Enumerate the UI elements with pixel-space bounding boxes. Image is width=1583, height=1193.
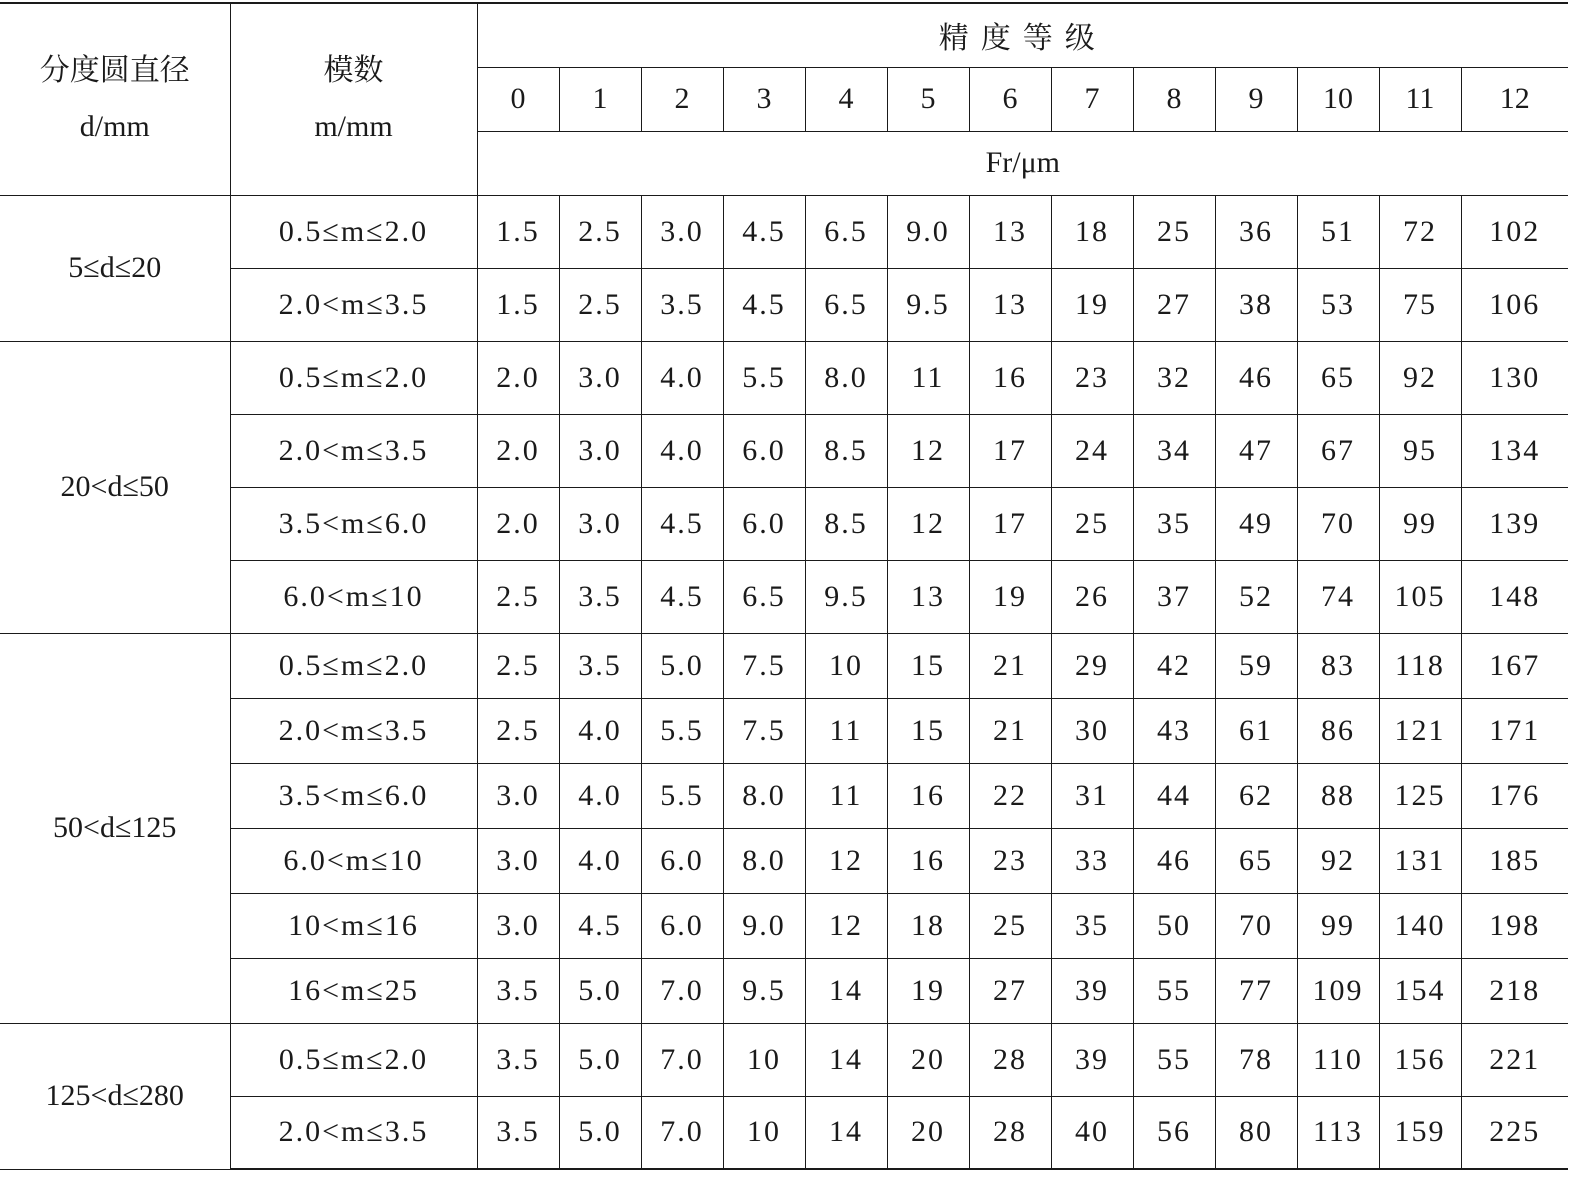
value-cell: 99: [1297, 893, 1379, 958]
diameter-cell: 20<d≤50: [0, 341, 230, 633]
table-row: [0, 958, 1568, 1023]
value-cell: 16: [887, 763, 969, 828]
value-cell: 134: [1461, 414, 1568, 487]
value-cell: 46: [1215, 341, 1297, 414]
grade-header-cell: 2: [641, 67, 723, 131]
grade-header-cell: 4: [805, 67, 887, 131]
value-cell: 156: [1379, 1023, 1461, 1096]
value-cell: 21: [969, 633, 1051, 698]
value-cell: 6.5: [805, 195, 887, 268]
value-cell: 154: [1379, 958, 1461, 1023]
value-cell: 24: [1051, 414, 1133, 487]
value-cell: 27: [969, 958, 1051, 1023]
grade-header-cell: 0: [477, 67, 559, 131]
module-cell: 0.5≤m≤2.0: [230, 195, 477, 268]
grade-header-cell: 8: [1133, 67, 1215, 131]
value-cell: 105: [1379, 560, 1461, 633]
value-cell: 72: [1379, 195, 1461, 268]
value-cell: 32: [1133, 341, 1215, 414]
value-cell: 185: [1461, 828, 1568, 893]
table-row: [0, 414, 1568, 487]
value-cell: 5.5: [641, 698, 723, 763]
value-cell: 3.5: [559, 560, 641, 633]
value-cell: 51: [1297, 195, 1379, 268]
value-cell: 5.0: [559, 958, 641, 1023]
value-cell: 140: [1379, 893, 1461, 958]
value-cell: 3.0: [559, 341, 641, 414]
module-cell: 3.5<m≤6.0: [230, 487, 477, 560]
value-cell: 19: [887, 958, 969, 1023]
value-cell: 70: [1215, 893, 1297, 958]
value-cell: 10: [723, 1023, 805, 1096]
header-diameter-unit: d/mm: [79, 110, 150, 144]
value-cell: 11: [805, 698, 887, 763]
value-cell: 61: [1215, 698, 1297, 763]
value-cell: 8.0: [723, 828, 805, 893]
value-cell: 125: [1379, 763, 1461, 828]
value-cell: 4.0: [559, 698, 641, 763]
value-cell: 225: [1461, 1096, 1568, 1169]
module-cell: 3.5<m≤6.0: [230, 763, 477, 828]
table-row: [0, 487, 1568, 560]
value-cell: 6.5: [723, 560, 805, 633]
value-cell: 52: [1215, 560, 1297, 633]
value-cell: 9.5: [723, 958, 805, 1023]
value-cell: 33: [1051, 828, 1133, 893]
value-cell: 3.5: [477, 1023, 559, 1096]
header-diameter: [0, 3, 230, 195]
value-cell: 3.5: [477, 1096, 559, 1169]
value-cell: 8.5: [805, 487, 887, 560]
value-cell: 176: [1461, 763, 1568, 828]
value-cell: 18: [1051, 195, 1133, 268]
value-cell: 20: [887, 1023, 969, 1096]
value-cell: 6.0: [641, 828, 723, 893]
value-cell: 59: [1215, 633, 1297, 698]
value-cell: 8.0: [723, 763, 805, 828]
value-cell: 4.5: [641, 560, 723, 633]
table-header: [0, 3, 1568, 195]
table-body: [0, 195, 1568, 1169]
value-cell: 55: [1133, 958, 1215, 1023]
value-cell: 22: [969, 763, 1051, 828]
value-cell: 13: [887, 560, 969, 633]
table-row: [0, 195, 1568, 268]
value-cell: 12: [805, 828, 887, 893]
grade-header-cell: 5: [887, 67, 969, 131]
value-cell: 139: [1461, 487, 1568, 560]
value-cell: 7.0: [641, 1023, 723, 1096]
value-cell: 12: [887, 487, 969, 560]
grade-header-cell: 3: [723, 67, 805, 131]
value-cell: 3.5: [641, 268, 723, 341]
value-cell: 4.0: [641, 414, 723, 487]
value-cell: 3.0: [477, 763, 559, 828]
value-cell: 7.5: [723, 633, 805, 698]
value-cell: 28: [969, 1096, 1051, 1169]
module-cell: 2.0<m≤3.5: [230, 268, 477, 341]
value-cell: 13: [969, 268, 1051, 341]
value-cell: 70: [1297, 487, 1379, 560]
value-cell: 4.0: [641, 341, 723, 414]
table-row: [0, 1096, 1568, 1169]
value-cell: 4.5: [559, 893, 641, 958]
value-cell: 7.0: [641, 958, 723, 1023]
value-cell: 14: [805, 1096, 887, 1169]
value-cell: 221: [1461, 1023, 1568, 1096]
value-cell: 7.5: [723, 698, 805, 763]
value-cell: 2.0: [477, 487, 559, 560]
header-diameter-label: 分度圆直径: [39, 54, 190, 88]
value-cell: 2.0: [477, 341, 559, 414]
value-cell: 80: [1215, 1096, 1297, 1169]
grade-header-cell: 11: [1379, 67, 1461, 131]
value-cell: 75: [1379, 268, 1461, 341]
value-cell: 9.0: [887, 195, 969, 268]
value-cell: 27: [1133, 268, 1215, 341]
value-cell: 30: [1051, 698, 1133, 763]
value-cell: 15: [887, 698, 969, 763]
value-cell: 6.0: [641, 893, 723, 958]
value-cell: 2.5: [559, 195, 641, 268]
value-cell: 109: [1297, 958, 1379, 1023]
header-module-label: 模数: [323, 54, 384, 88]
header-module: [230, 3, 477, 195]
module-cell: 10<m≤16: [230, 893, 477, 958]
grade-header-cell: 6: [969, 67, 1051, 131]
tolerance-table: [0, 2, 1568, 1170]
value-cell: 167: [1461, 633, 1568, 698]
value-cell: 3.0: [559, 414, 641, 487]
value-cell: 21: [969, 698, 1051, 763]
value-cell: 40: [1051, 1096, 1133, 1169]
value-cell: 46: [1133, 828, 1215, 893]
grade-header-cell: 1: [559, 67, 641, 131]
diameter-cell: 125<d≤280: [0, 1023, 230, 1169]
grade-header-cell: 7: [1051, 67, 1133, 131]
value-cell: 19: [969, 560, 1051, 633]
value-cell: 9.5: [887, 268, 969, 341]
module-cell: 0.5≤m≤2.0: [230, 1023, 477, 1096]
value-cell: 113: [1297, 1096, 1379, 1169]
module-cell: 0.5≤m≤2.0: [230, 341, 477, 414]
value-cell: 2.5: [477, 560, 559, 633]
value-cell: 6.0: [723, 414, 805, 487]
table-row: [0, 633, 1568, 698]
value-cell: 34: [1133, 414, 1215, 487]
value-cell: 16: [969, 341, 1051, 414]
module-cell: 16<m≤25: [230, 958, 477, 1023]
value-cell: 25: [1051, 487, 1133, 560]
grade-header-cell: 12: [1461, 67, 1568, 131]
value-cell: 110: [1297, 1023, 1379, 1096]
value-cell: 2.0: [477, 414, 559, 487]
value-cell: 53: [1297, 268, 1379, 341]
value-cell: 8.5: [805, 414, 887, 487]
value-cell: 83: [1297, 633, 1379, 698]
value-cell: 148: [1461, 560, 1568, 633]
value-cell: 11: [887, 341, 969, 414]
module-cell: 0.5≤m≤2.0: [230, 633, 477, 698]
value-cell: 78: [1215, 1023, 1297, 1096]
value-cell: 8.0: [805, 341, 887, 414]
value-cell: 18: [887, 893, 969, 958]
value-cell: 5.5: [641, 763, 723, 828]
value-cell: 198: [1461, 893, 1568, 958]
value-cell: 218: [1461, 958, 1568, 1023]
value-cell: 4.5: [723, 195, 805, 268]
value-cell: 20: [887, 1096, 969, 1169]
value-cell: 5.0: [559, 1023, 641, 1096]
value-cell: 44: [1133, 763, 1215, 828]
value-cell: 17: [969, 414, 1051, 487]
value-cell: 1.5: [477, 268, 559, 341]
value-cell: 9.5: [805, 560, 887, 633]
table-row: [0, 698, 1568, 763]
value-cell: 159: [1379, 1096, 1461, 1169]
module-cell: 6.0<m≤10: [230, 828, 477, 893]
value-cell: 3.0: [559, 487, 641, 560]
value-cell: 11: [805, 763, 887, 828]
value-cell: 25: [969, 893, 1051, 958]
value-cell: 10: [723, 1096, 805, 1169]
value-cell: 35: [1133, 487, 1215, 560]
table-row: [0, 893, 1568, 958]
value-cell: 3.0: [477, 893, 559, 958]
value-cell: 102: [1461, 195, 1568, 268]
table-row: [0, 341, 1568, 414]
value-cell: 130: [1461, 341, 1568, 414]
value-cell: 23: [1051, 341, 1133, 414]
value-cell: 4.0: [559, 763, 641, 828]
value-cell: 23: [969, 828, 1051, 893]
value-cell: 50: [1133, 893, 1215, 958]
value-cell: 39: [1051, 1023, 1133, 1096]
diameter-cell: 5≤d≤20: [0, 195, 230, 341]
value-cell: 3.5: [477, 958, 559, 1023]
value-cell: 121: [1379, 698, 1461, 763]
value-cell: 67: [1297, 414, 1379, 487]
value-cell: 28: [969, 1023, 1051, 1096]
value-cell: 2.5: [477, 698, 559, 763]
value-cell: 4.0: [559, 828, 641, 893]
table-row: [0, 1023, 1568, 1096]
module-cell: 2.0<m≤3.5: [230, 698, 477, 763]
value-cell: 26: [1051, 560, 1133, 633]
value-cell: 88: [1297, 763, 1379, 828]
value-cell: 9.0: [723, 893, 805, 958]
value-cell: 47: [1215, 414, 1297, 487]
value-cell: 3.0: [641, 195, 723, 268]
value-cell: 171: [1461, 698, 1568, 763]
value-cell: 65: [1297, 341, 1379, 414]
value-cell: 2.5: [559, 268, 641, 341]
value-cell: 10: [805, 633, 887, 698]
value-cell: 2.5: [477, 633, 559, 698]
value-cell: 19: [1051, 268, 1133, 341]
grade-header-cell: 9: [1215, 67, 1297, 131]
value-cell: 62: [1215, 763, 1297, 828]
value-cell: 15: [887, 633, 969, 698]
value-cell: 55: [1133, 1023, 1215, 1096]
value-cell: 77: [1215, 958, 1297, 1023]
value-cell: 35: [1051, 893, 1133, 958]
value-cell: 4.5: [641, 487, 723, 560]
value-cell: 74: [1297, 560, 1379, 633]
header-grade-label: 精度等级: [477, 3, 1568, 67]
value-cell: 99: [1379, 487, 1461, 560]
value-cell: 3.5: [559, 633, 641, 698]
value-cell: 38: [1215, 268, 1297, 341]
value-cell: 43: [1133, 698, 1215, 763]
value-cell: 12: [805, 893, 887, 958]
value-cell: 5.0: [559, 1096, 641, 1169]
table-row: [0, 560, 1568, 633]
value-cell: 92: [1379, 341, 1461, 414]
value-cell: 6.5: [805, 268, 887, 341]
value-cell: 39: [1051, 958, 1133, 1023]
value-cell: 7.0: [641, 1096, 723, 1169]
value-cell: 13: [969, 195, 1051, 268]
value-cell: 4.5: [723, 268, 805, 341]
module-cell: 2.0<m≤3.5: [230, 414, 477, 487]
value-cell: 42: [1133, 633, 1215, 698]
value-cell: 92: [1297, 828, 1379, 893]
value-cell: 118: [1379, 633, 1461, 698]
table-row: [0, 268, 1568, 341]
table-row: [0, 763, 1568, 828]
value-cell: 49: [1215, 487, 1297, 560]
module-cell: 6.0<m≤10: [230, 560, 477, 633]
value-cell: 14: [805, 1023, 887, 1096]
value-cell: 36: [1215, 195, 1297, 268]
value-cell: 16: [887, 828, 969, 893]
value-cell: 1.5: [477, 195, 559, 268]
value-cell: 17: [969, 487, 1051, 560]
value-cell: 65: [1215, 828, 1297, 893]
value-cell: 12: [887, 414, 969, 487]
header-module-unit: m/mm: [314, 110, 393, 144]
value-cell: 131: [1379, 828, 1461, 893]
table-row: [0, 828, 1568, 893]
value-cell: 5.5: [723, 341, 805, 414]
value-cell: 25: [1133, 195, 1215, 268]
module-cell: 2.0<m≤3.5: [230, 1096, 477, 1169]
value-cell: 106: [1461, 268, 1568, 341]
value-cell: 6.0: [723, 487, 805, 560]
value-cell: 31: [1051, 763, 1133, 828]
value-cell: 3.0: [477, 828, 559, 893]
value-cell: 56: [1133, 1096, 1215, 1169]
value-cell: 37: [1133, 560, 1215, 633]
diameter-cell: 50<d≤125: [0, 633, 230, 1023]
value-cell: 29: [1051, 633, 1133, 698]
grade-header-cell: 10: [1297, 67, 1379, 131]
value-cell: 5.0: [641, 633, 723, 698]
header-value-unit: Fr/μm: [477, 131, 1568, 195]
value-cell: 14: [805, 958, 887, 1023]
value-cell: 95: [1379, 414, 1461, 487]
value-cell: 86: [1297, 698, 1379, 763]
